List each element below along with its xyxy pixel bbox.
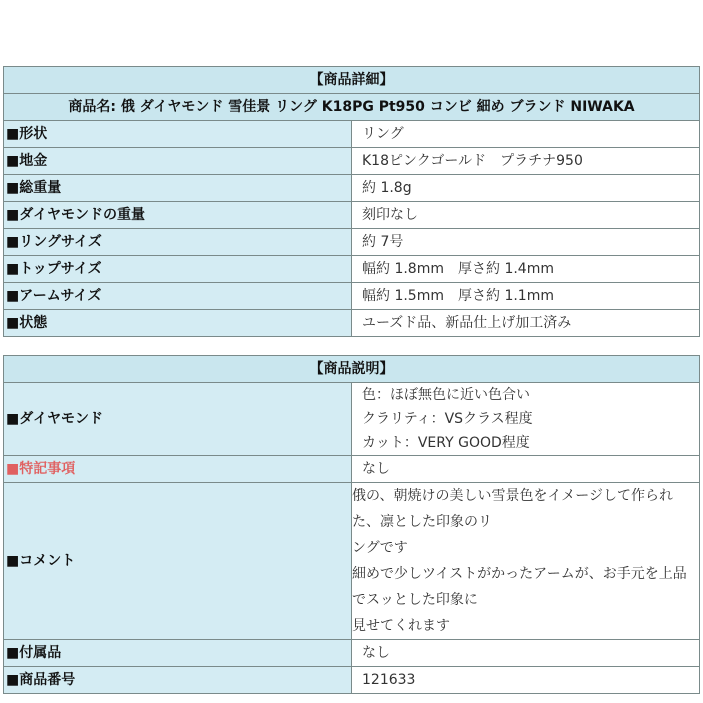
detail-value: 幅約 1.8mm 厚さ約 1.4mm [352,256,700,283]
detail-label: ■トップサイズ [4,256,352,283]
description-row-comment [4,483,700,640]
product-number-label: ■商品番号 [4,667,352,694]
comment-label: ■コメント [4,483,352,640]
detail-row-arm-size [4,283,700,310]
product-title: 商品名: 俄 ダイヤモンド 雪佳景 リング K18PG Pt950 コンビ 細め ブランド NIWAKA [4,94,700,121]
detail-value: K18ピンクゴールド プラチナ950 [352,148,700,175]
special-notes-label: ■特記事項 [4,456,352,483]
description-row-product-number [4,667,700,694]
diamond-label: ■ダイヤモンド [4,383,352,456]
product-number-value: 121633 [352,667,700,694]
detail-row-condition [4,310,700,337]
detail-row-diamond-weight [4,202,700,229]
description-row-special [4,456,700,483]
detail-label: ■アームサイズ [4,283,352,310]
details-header: 【商品詳細】 [4,67,700,94]
diamond-color-line: 色：ほぼ無色に近い色合い [362,387,530,403]
accessories-value: なし [352,640,700,667]
detail-row-metal [4,148,700,175]
description-header: 【商品説明】 [4,356,700,383]
detail-label: ■地金 [4,148,352,175]
detail-row-ring-size [4,229,700,256]
product-details-table [3,66,700,337]
accessories-label: ■付属品 [4,640,352,667]
description-row-accessories [4,640,700,667]
comment-line: 俄の、朝焼けの美しい雪景色をイメージして作られた、凛とした印象のリ [352,488,674,530]
product-description-table [3,355,700,694]
description-row-diamond [4,383,700,456]
comment-line: 細めで少しツイストがかったアームが、お手元を上品でスッとした印象に [352,566,687,608]
detail-label: ■ダイヤモンドの重量 [4,202,352,229]
detail-value: 刻印なし [352,202,700,229]
special-notes-value: なし [352,456,700,483]
detail-value: リング [352,121,700,148]
detail-row-shape [4,121,700,148]
detail-value: ユーズド品、新品仕上げ加工済み [352,310,700,337]
detail-value: 約 7号 [352,229,700,256]
detail-value: 幅約 1.5mm 厚さ約 1.1mm [352,283,700,310]
diamond-clarity-line: クラリティ：VSクラス程度 [362,411,533,427]
comment-line: ングです [352,540,408,556]
comment-line: 見せてくれます [352,618,450,634]
diamond-value [352,383,700,456]
detail-row-top-size [4,256,700,283]
detail-label: ■形状 [4,121,352,148]
detail-value: 約 1.8g [352,175,700,202]
detail-label: ■状態 [4,310,352,337]
detail-label: ■総重量 [4,175,352,202]
comment-value [352,483,700,640]
diamond-cut-line: カット：VERY GOOD程度 [362,435,530,451]
detail-row-total-weight [4,175,700,202]
detail-label: ■リングサイズ [4,229,352,256]
